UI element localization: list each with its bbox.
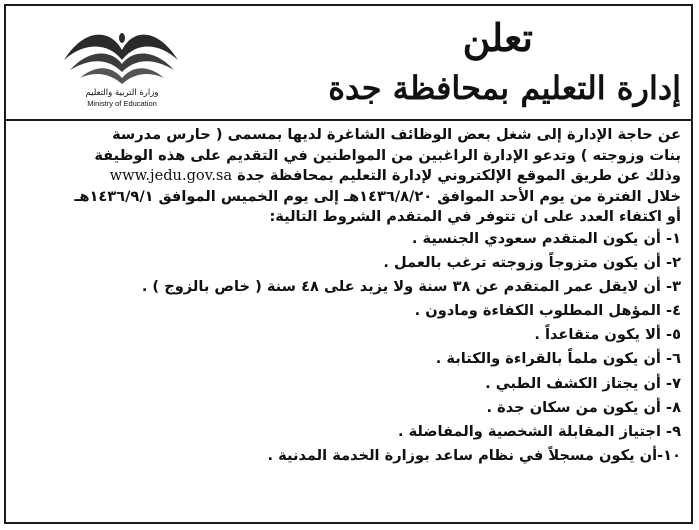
condition-item: ٦- أن يكون ملماً بالقراءة والكتابة .	[435, 350, 681, 368]
logo-english-text: Ministry of Education	[87, 99, 157, 108]
website-link[interactable]: www.jedu.gov.sa	[109, 167, 233, 185]
open-book-icon	[56, 20, 186, 90]
announcement-header	[6, 6, 691, 121]
announcement-body	[6, 121, 691, 522]
announcement-frame	[4, 4, 693, 524]
intro-line-4: خلال الفترة من يوم الأحد الموافق ١٤٣٦/٨/٢٠هـ إلى يوم الخميس الموافق ١٤٣٦/٩/١هـ	[74, 187, 681, 205]
condition-item: ٨- أن يكون من سكان جدة .	[486, 398, 681, 416]
condition-item: ٩- اجتياز المقابلة الشخصية والمفاضلة .	[397, 422, 681, 440]
condition-item: ٧- أن يجتاز الكشف الطبي .	[485, 374, 681, 392]
intro-line-5: أو اكتفاء العدد على ان تتوفر في المتقدم الشروط التالية:	[269, 208, 681, 226]
condition-item: ٢- أن يكون متزوجاً وزوجته ترغب بالعمل .	[383, 254, 681, 272]
condition-item: ٣- أن لايقل عمر المتقدم عن ٣٨ سنة ولا يزيد على ٤٨ سنة ( خاص بالزوج ) .	[141, 278, 681, 296]
condition-item: ١- أن يكون المتقدم سعودي الجنسية .	[411, 230, 681, 247]
condition-item: ١٠-أن يكون مسجلاً في نظام ساعد بوزارة الخدمة المدنية .	[267, 446, 681, 464]
intro-line-1: عن حاجة الإدارة إلى شغل بعض الوظائف الشاغرة لديها بمسمى ( حارس مدرسة	[112, 126, 681, 143]
announce-heading	[253, 12, 533, 64]
condition-item: ٤- المؤهل المطلوب الكفاءة ومادون .	[414, 302, 681, 320]
intro-paragraph	[16, 125, 681, 228]
intro-line-3-text: وذلك عن طريق الموقع الإلكتروني لإدارة التعليم بمحافظة جدة	[237, 167, 681, 185]
logo-arabic-text: وزارة التربية والتعليم	[85, 88, 159, 98]
condition-item: ٥- ألا يكون متقاعداً .	[534, 326, 681, 344]
announce-word-text: تعلن	[462, 15, 533, 60]
intro-line-2: بنات وزوجته ) وتدعو الإدارة الراغبين من المواطنين في التقديم على هذه الوظيفة	[94, 146, 681, 164]
ministry-logo	[56, 20, 186, 118]
organization-title: إدارة التعليم بمحافظة جدة	[328, 69, 681, 107]
conditions-list	[121, 227, 681, 468]
intro-line-3	[16, 166, 681, 187]
